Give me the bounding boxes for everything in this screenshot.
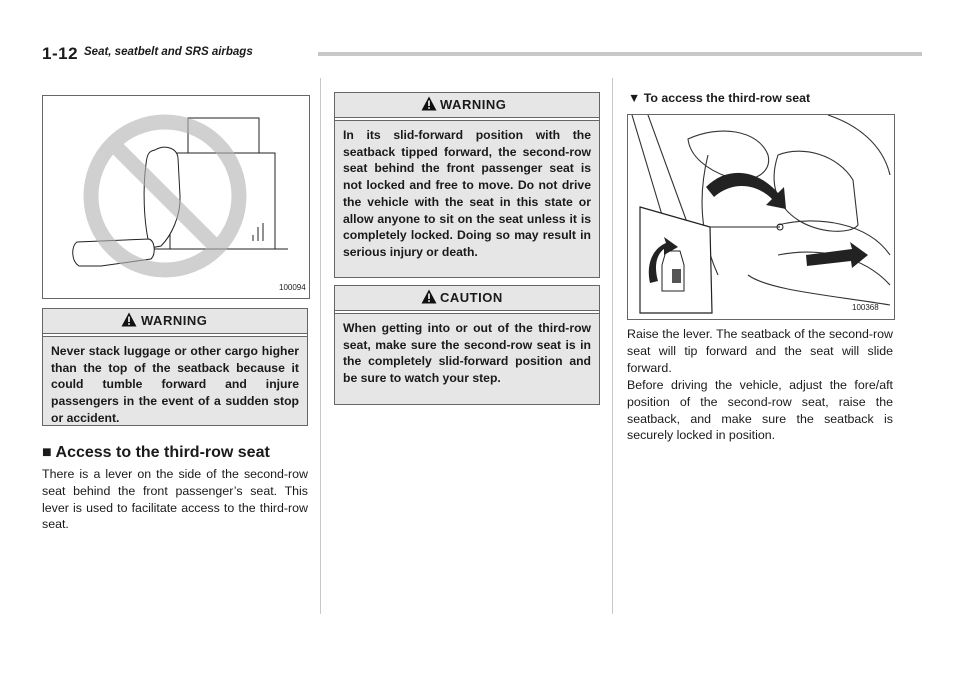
- warning-body: [43, 336, 307, 425]
- procedure-paragraph-2: Before driving the vehicle, adjust the fore/aft position of the second-row seat, raise the seatback, and make sure the seatback is securely locked in position.: [627, 378, 893, 443]
- header-rule: [318, 52, 922, 56]
- figure-number: 100368: [852, 303, 879, 312]
- warning-label: WARNING: [141, 313, 208, 328]
- caution-header: [335, 286, 599, 311]
- page-number: 1-12: [42, 44, 79, 63]
- section-heading: [42, 444, 270, 462]
- warning-header: [43, 309, 307, 334]
- procedure-paragraph-1: Raise the lever. The seatback of the second-row seat will tip forward and the seat will slide forward.: [627, 327, 893, 375]
- caution-box-entry: [334, 285, 600, 405]
- heading-text: Access to the third-row seat: [55, 444, 270, 461]
- warning-triangle-icon: [121, 312, 137, 327]
- seat-lever-illustration: [628, 115, 894, 319]
- seat-lever-figure: [627, 114, 895, 320]
- luggage-illustration: [43, 96, 309, 298]
- warning-triangle-icon: [421, 96, 437, 111]
- column-divider: [320, 78, 321, 614]
- caution-text: When getting into or out of the third-row seat, make sure the second-row seat is in the completely slid-forward position and be sure to watch your step.: [343, 321, 591, 386]
- slide-forward-arrow-icon: [806, 242, 868, 268]
- figure-number: 100094: [279, 283, 306, 292]
- section-title: Seat, seatbelt and SRS airbags: [84, 46, 253, 58]
- warning-label: WARNING: [440, 97, 507, 112]
- warning-box-luggage: [42, 308, 308, 426]
- access-paragraph: There is a lever on the side of the second-row seat behind the front passenger’s seat. This lever is used to facilitate access to the third-row seat.: [42, 467, 308, 532]
- warning-text: In its slid-forward position with the seatback tipped forward, the second-row seat behind the front passenger seat is not locked and free to move. Do not drive the vehicle with the seat in this state or allow anyone to sit on the seat unless it is completely locked. Doing so may result in serious injury or death.: [343, 128, 591, 259]
- warning-text: Never stack luggage or other cargo higher than the top of the seatback because it could tumble forward and injure passengers in the event of a sudden stop or accident.: [51, 344, 299, 425]
- caution-triangle-icon: [421, 289, 437, 304]
- heading-marker: ■: [42, 444, 52, 461]
- procedure-marker: ▼: [628, 91, 641, 105]
- luggage-figure: [42, 95, 310, 299]
- warning-header: [335, 93, 599, 118]
- warning-body: [335, 120, 599, 277]
- caution-label: CAUTION: [440, 290, 503, 305]
- caution-body: [335, 313, 599, 404]
- warning-box-slid-forward: [334, 92, 600, 278]
- column-divider: [612, 78, 613, 614]
- procedure-heading: [628, 91, 810, 105]
- page-header: [42, 44, 922, 66]
- procedure-heading-text: To access the third-row seat: [643, 91, 811, 105]
